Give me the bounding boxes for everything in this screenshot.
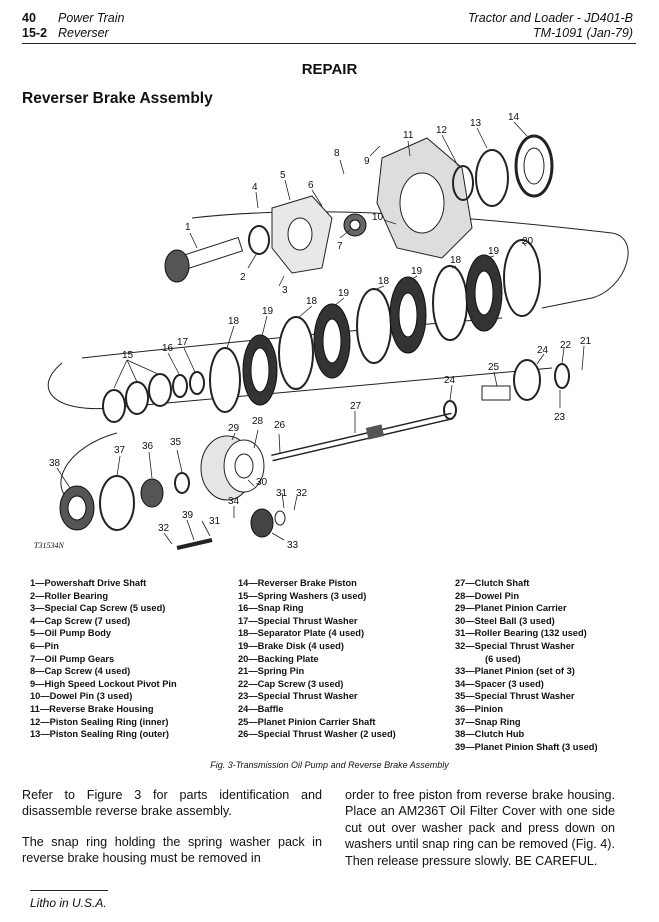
legend-item: 25—Planet Pinion Carrier Shaft <box>238 716 376 727</box>
legend-column-3 <box>455 577 598 753</box>
callout-35: 35 <box>170 437 182 448</box>
exploded-view-drawing <box>22 108 636 568</box>
legend-item: 10—Dowel Pin (3 used) <box>30 691 133 702</box>
callout-24: 24 <box>537 345 549 356</box>
callout-33: 33 <box>287 540 299 551</box>
callout-11: 11 <box>403 130 414 141</box>
legend-item: 23—Special Thrust Washer <box>238 691 358 702</box>
callout-15: 15 <box>122 350 134 361</box>
callout-31: 31 <box>276 488 288 499</box>
legend-item: 3—Special Cap Screw (5 used) <box>30 603 166 614</box>
body-column-left <box>22 787 322 881</box>
legend-item: 20—Backing Plate <box>238 653 319 664</box>
outer-seal-ring-part <box>476 150 508 206</box>
drive-shaft-part <box>165 238 242 282</box>
legend-item: 17—Special Thrust Washer <box>238 615 358 626</box>
callout-17: 17 <box>177 337 189 348</box>
legend-item: 21—Spring Pin <box>238 666 305 677</box>
legend-item-continuation: (6 used) <box>485 653 521 664</box>
legend-item: 6—Pin <box>30 640 59 651</box>
paragraph: Refer to Figure 3 for parts identification and disassemble reverse brake assembly. <box>22 788 322 819</box>
callout-19: 19 <box>262 306 274 317</box>
figure-code: T31534N <box>34 541 64 550</box>
paragraph: order to free piston from reverse brake housing. Place an AM236T Oil Filter Cover with one side cut out over washer pack and press down on washers until snap ring can be removed (Fig. 4). Then release pressure slowly. BE CAREFUL. <box>345 788 615 868</box>
pinion-part <box>141 479 163 507</box>
callout-37: 37 <box>114 445 126 456</box>
oil-pump-gears-part <box>344 214 366 236</box>
legend-item: 27—Clutch Shaft <box>455 578 530 588</box>
figure-caption: Fig. 3-Transmission Oil Pump and Reverse Brake Assembly <box>210 760 449 770</box>
legend-item: 26—Special Thrust Washer (2 used) <box>238 729 396 740</box>
legend-item: 39—Planet Pinion Shaft (3 used) <box>455 741 598 752</box>
clutch-hub-part <box>60 486 94 530</box>
legend-item: 5—Oil Pump Body <box>30 628 112 639</box>
page-number: 40 <box>22 11 36 25</box>
callout-31b: 31 <box>209 516 221 527</box>
header-left <box>22 11 124 41</box>
callout-18: 18 <box>228 316 240 327</box>
callout-19b: 19 <box>338 288 350 299</box>
legend-item: 31—Roller Bearing (132 used) <box>455 628 587 639</box>
legend-item: 24—Baffle <box>238 703 284 714</box>
paragraph: The snap ring holding the spring washer pack in reverse brake housing must be removed in <box>22 834 322 866</box>
legend-item: 4—Cap Screw (7 used) <box>30 615 131 626</box>
legend-column-2 <box>238 577 396 741</box>
legend-item: 35—Special Thrust Washer <box>455 691 575 702</box>
callout-12: 12 <box>436 125 448 136</box>
legend-item: 38—Clutch Hub <box>455 729 525 740</box>
callout-18d: 18 <box>450 255 462 266</box>
manual-title: Tractor and Loader - JD401-B <box>467 11 633 25</box>
legend-item: 9—High Speed Lockout Pivot Pin <box>30 678 177 689</box>
callout-7: 7 <box>337 241 343 252</box>
legend-item: 13—Piston Sealing Ring (outer) <box>30 729 169 740</box>
legend-item: 36—Pinion <box>455 703 504 714</box>
callout-32b: 32 <box>158 523 170 534</box>
exploded-view-figure <box>22 108 636 568</box>
callout-1: 1 <box>185 222 191 233</box>
callout-19d: 19 <box>488 246 500 257</box>
callout-20: 20 <box>522 236 534 247</box>
callout-5: 5 <box>280 170 286 181</box>
page-title: REPAIR <box>301 61 358 78</box>
callout-6: 6 <box>308 180 314 191</box>
legend-item: 33—Planet Pinion (set of 3) <box>455 666 575 677</box>
callout-26: 26 <box>274 420 286 431</box>
callout-22: 22 <box>560 340 572 351</box>
legend-item: 34—Spacer (3 used) <box>455 678 544 689</box>
header-rule <box>22 43 636 44</box>
legend-item: 12—Piston Sealing Ring (inner) <box>30 716 169 727</box>
callout-18b: 18 <box>306 296 318 307</box>
legend-item: 16—Snap Ring <box>238 603 304 614</box>
callout-16: 16 <box>162 343 174 354</box>
callout-8: 8 <box>334 148 340 159</box>
legend-item: 37—Snap Ring <box>455 716 521 727</box>
callout-24b: 24 <box>444 375 456 386</box>
legend-item: 14—Reverser Brake Piston <box>238 578 357 588</box>
callout-2: 2 <box>240 272 246 283</box>
callout-32: 32 <box>296 488 308 499</box>
callout-18c: 18 <box>378 276 390 287</box>
section-name: Reverser <box>58 26 109 40</box>
header-right <box>468 11 633 41</box>
roller-bearing-part <box>249 226 269 254</box>
legend-item: 8—Cap Screw (4 used) <box>30 666 131 677</box>
legend-item: 18—Separator Plate (4 used) <box>238 628 365 639</box>
callout-23: 23 <box>554 412 566 423</box>
callout-4: 4 <box>252 182 258 193</box>
planet-pinion-shaft-part <box>177 540 212 548</box>
legend-item: 15—Spring Washers (3 used) <box>238 590 367 601</box>
legend-item: 30—Steel Ball (3 used) <box>455 615 555 626</box>
oil-pump-body-part <box>272 196 332 273</box>
callout-30: 30 <box>256 477 268 488</box>
callout-13: 13 <box>470 118 482 129</box>
body-column-right <box>345 787 615 883</box>
legend-item: 7—Oil Pump Gears <box>30 653 115 664</box>
callout-29: 29 <box>228 423 240 434</box>
legend-column-1 <box>30 577 177 741</box>
legend-item: 2—Roller Bearing <box>30 590 109 601</box>
planet-pinion-part <box>251 509 285 537</box>
clutch-shaft-part <box>272 416 452 458</box>
legend-item: 28—Dowel Pin <box>455 590 520 601</box>
legend-item: 19—Brake Disk (4 used) <box>238 640 344 651</box>
legend-item: 11—Reverse Brake Housing <box>30 703 154 714</box>
snap-ring-part <box>100 476 134 530</box>
legend-item: 32—Special Thrust Washer <box>455 640 575 651</box>
manual-code: TM-1091 (Jan-79) <box>532 26 633 40</box>
chapter-title: Power Train <box>58 11 125 25</box>
thrust-washer-part <box>175 473 189 493</box>
legend-item: 1—Powershaft Drive Shaft <box>30 578 147 588</box>
callout-39: 39 <box>182 510 194 521</box>
callout-38: 38 <box>49 458 61 469</box>
legend-item: 29—Planet Pinion Carrier <box>455 603 567 614</box>
callout-36: 36 <box>142 441 154 452</box>
callout-21: 21 <box>580 336 592 347</box>
section-number: 15-2 <box>22 26 48 40</box>
footer-rule <box>30 890 108 891</box>
callout-3: 3 <box>282 285 288 296</box>
callout-25: 25 <box>488 362 500 373</box>
section-title: Reverser Brake Assembly <box>22 90 213 107</box>
legend-item: 22—Cap Screw (3 used) <box>238 678 344 689</box>
callout-14: 14 <box>508 112 520 123</box>
callout-10: 10 <box>372 212 384 223</box>
callout-34: 34 <box>228 496 240 507</box>
callout-27: 27 <box>350 401 362 412</box>
callout-9: 9 <box>364 156 370 167</box>
callout-19c: 19 <box>411 266 423 277</box>
footer-note: Litho in U.S.A. <box>30 896 107 910</box>
callout-28: 28 <box>252 416 264 427</box>
brake-piston-part <box>516 136 552 196</box>
